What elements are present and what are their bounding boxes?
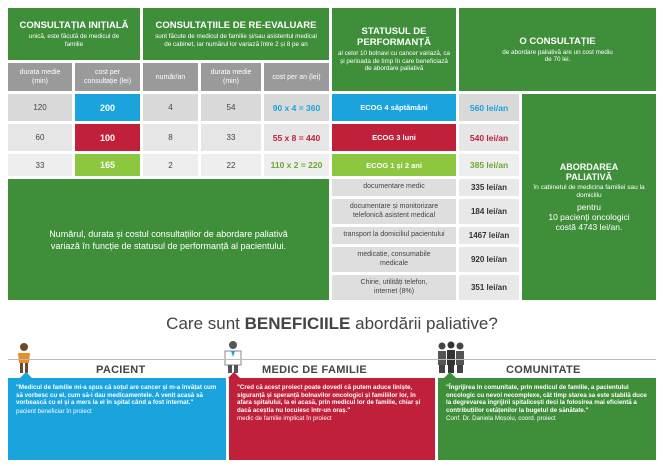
palliative-title: ABORDAREA PALIATIVĂ xyxy=(559,162,619,182)
cost-value-2: 184 lei/an xyxy=(459,199,519,224)
quote-patient xyxy=(8,378,226,460)
header-reeval-title: CONSULTAȚIILE DE RE-EVALUARE xyxy=(155,20,317,32)
quote-doctor-author: medic de familie implicat în proiect xyxy=(237,415,332,423)
r3-year xyxy=(459,154,519,176)
note-box: Numărul, durata și costul consultațiilor de abordare paliativă variază în funcție de statusul de performanță al pacientului. xyxy=(8,179,329,300)
col-cost2: cost per an (lei) xyxy=(264,63,329,91)
palliative-sub: în cabinetul de medicina familiei sau la domiciliu xyxy=(533,184,645,199)
benefits-heading-pre: Care sunt xyxy=(166,314,245,333)
r1-cost2 xyxy=(264,94,329,121)
quote-community xyxy=(438,378,656,460)
quote-doctor xyxy=(229,378,435,460)
r3-dur2: 22 xyxy=(201,154,261,176)
r3-year-text: 385 lei/an xyxy=(469,160,509,170)
header-status-title: STATUSUL DE PERFORMANȚĂ xyxy=(357,26,431,49)
r1-cost2-text: 90 x 4 = 360 xyxy=(272,102,321,113)
cost-value-3: 1467 lei/an xyxy=(459,227,519,244)
r3-cost2-text: 110 x 2 = 220 xyxy=(270,160,323,170)
r3-ecog: ECOG 1 și 2 ani xyxy=(332,154,456,176)
benefits-heading-bold: BENEFICIILE xyxy=(244,314,351,333)
benefit-title-patient: PACIENT xyxy=(96,364,146,376)
cost-label-2: documentare și monitorizare telefonică asistent medical xyxy=(332,199,456,224)
r3-num: 2 xyxy=(143,154,198,176)
palliative-box xyxy=(522,94,656,300)
doctor-icon xyxy=(222,340,244,374)
r1-ecog: ECOG 4 săptămâni xyxy=(332,94,456,121)
col-dur1: durata medie (min) xyxy=(8,63,72,91)
cost-label-5: Chirie, utilități telefon, internet (8%) xyxy=(332,275,456,300)
r1-dur1: 120 xyxy=(8,94,72,121)
quote-doctor-text: "Cred că acest proiect poate dovedi că putem aduce liniște, siguranță și speranță bolnavilor oncologici și familiilor lor, în afara spitalului, la ei acasă, prin medicul lor de familie, chiar și dacă aceștia nu locuiesc într-un oraș." xyxy=(237,384,421,414)
cost-label-3: transport la domiciliul pacientului xyxy=(332,227,456,244)
header-initial-sub: unică, este făcută de medicul de familie xyxy=(28,33,120,48)
palliative-line2: 10 pacienți oncologici xyxy=(548,212,630,222)
palliative-line3: costă 4743 lei/an. xyxy=(555,222,623,232)
patient-icon xyxy=(14,342,34,374)
r2-year-text: 540 lei/an xyxy=(469,132,509,143)
r3-cost2 xyxy=(264,154,329,176)
col-cost1: cost per consultație (lei) xyxy=(75,63,140,91)
quote-patient-author: pacient beneficiar în proiect xyxy=(16,407,92,415)
r1-year xyxy=(459,94,519,121)
header-one-sub: de abordare paliativă are un cost mediu de 70 lei. xyxy=(502,48,613,63)
r2-cost1: 100 xyxy=(75,124,140,151)
r2-ecog: ECOG 3 luni xyxy=(332,124,456,151)
cost-value-1: 335 lei/an xyxy=(459,179,519,196)
cost-value-5: 351 lei/an xyxy=(459,275,519,300)
quote-patient-text: "Medicul de familie mi-a spus că soțul are cancer și m-a învățat cum să vorbesc cu el, cum să-i dau medicamentele. A venit acasă să vorbească cu el și a mers la el în spital când a fost internat." xyxy=(16,384,217,407)
benefits-heading xyxy=(0,314,664,334)
quote-community-author: Conf. Dr. Daniela Moșoiu, coord. proiect xyxy=(446,415,556,423)
r2-year xyxy=(459,124,519,151)
palliative-line1: pentru xyxy=(576,202,602,212)
r2-dur2: 33 xyxy=(201,124,261,151)
header-one-title: O CONSULTAȚIE xyxy=(519,35,596,47)
r2-cost2 xyxy=(264,124,329,151)
benefits-heading-post: abordării paliative? xyxy=(350,314,498,333)
quote-community-text: "Îngrijirea în comunitate, prin medicul de familie, a pacientului oncologic cu nevoi necomplexe, cât timp starea sa este stabilă duce la degrevarea îngrijirii spitalicești deci la folosirea mai eficientă a contribuțiilor cetățenilor la bugetul de sănătate." xyxy=(446,384,647,414)
benefit-title-doctor: MEDIC DE FAMILIE xyxy=(262,364,368,376)
header-status-sub: al celor 10 bolnavi cu cancer variază, ca și perioada de timp în care beneficiază de abordare paliativă xyxy=(338,50,451,73)
cost-value-4: 920 lei/an xyxy=(459,247,519,272)
r2-dur1: 60 xyxy=(8,124,72,151)
r1-num: 4 xyxy=(143,94,198,121)
header-reeval xyxy=(143,8,329,60)
header-initial xyxy=(8,8,140,60)
r2-cost2-text: 55 x 8 = 440 xyxy=(272,132,321,143)
r1-cost1: 200 xyxy=(75,94,140,121)
community-icon xyxy=(436,340,466,374)
benefit-title-community: COMUNITATE xyxy=(506,364,581,376)
header-one xyxy=(459,8,656,91)
cost-label-1: documentare medic xyxy=(332,179,456,196)
header-status xyxy=(332,8,456,91)
separator-line xyxy=(8,359,656,360)
header-initial-title: CONSULTAȚIA INIȚIALĂ xyxy=(19,20,129,32)
col-dur2: durata medie (min) xyxy=(201,63,261,91)
cost-label-4: medicatie, consumabile medicale xyxy=(332,247,456,272)
col-num: număr/an xyxy=(143,63,198,91)
r1-year-text: 560 lei/an xyxy=(469,102,509,113)
r3-cost1: 165 xyxy=(75,154,140,176)
r3-dur1: 33 xyxy=(8,154,72,176)
r2-num: 8 xyxy=(143,124,198,151)
r1-dur2: 54 xyxy=(201,94,261,121)
header-reeval-sub: sunt făcute de medicul de familie și/sau asistentul medical de cabinet, iar numărul lor variază între 2 și 8 pe an xyxy=(155,33,317,48)
